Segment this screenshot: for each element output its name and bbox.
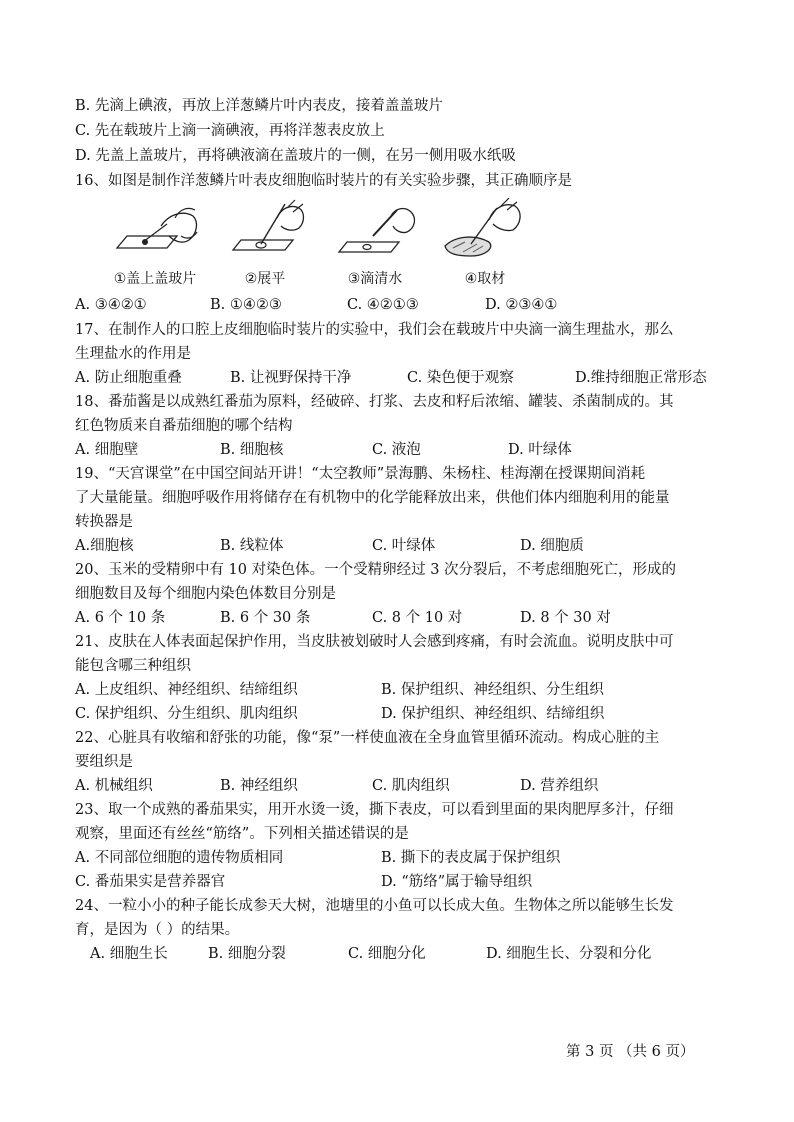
q22-option-b: B. 神经组织 bbox=[220, 778, 298, 794]
q17-option-d: D.维持细胞正常形态 bbox=[575, 370, 707, 386]
q23-stem-2: 观察，里面还有丝丝“筋络”。下列相关描述错误的是 bbox=[75, 826, 409, 842]
step-drop-water-illustration bbox=[320, 196, 430, 288]
q18-stem-2: 红色物质来自番茄细胞的哪个结构 bbox=[75, 418, 293, 434]
q23-option-c: C. 番茄果实是营养器官 bbox=[75, 874, 226, 890]
q20-option-c: C. 8 个 10 对 bbox=[372, 610, 463, 626]
q23-option-a: A. 不同部位细胞的遗传物质相同 bbox=[75, 850, 284, 866]
q18-option-d: D. 叶绿体 bbox=[508, 442, 572, 458]
spread-drawing bbox=[215, 196, 315, 264]
q24-option-b: B. 细胞分裂 bbox=[208, 946, 286, 962]
step-take-material-illustration bbox=[430, 196, 540, 288]
q19-stem-2: 了大量能量。细胞呼吸作用将储存在有机物中的化学能释放出来，供他们体内细胞利用的能量 bbox=[75, 490, 670, 506]
q21-stem-2: 能包含哪三种组织 bbox=[75, 658, 191, 674]
q15-option-d: D. 先盖上盖玻片，再将碘液滴在盖玻片的一侧，在另一侧用吸水纸吸 bbox=[75, 148, 516, 164]
q17-stem-2: 生理盐水的作用是 bbox=[75, 346, 191, 362]
q23-option-d: D. “筋络”属于输导组织 bbox=[381, 874, 533, 890]
q21-option-c: C. 保护组织、分生组织、肌肉组织 bbox=[75, 706, 298, 722]
q22-option-d: D. 营养组织 bbox=[520, 778, 599, 794]
q16-figure bbox=[100, 196, 520, 288]
page-number-footer: 第 3 页 （共 6 页） bbox=[566, 1044, 695, 1060]
q24-stem-2: 育，是因为（ ）的结果。 bbox=[75, 922, 240, 938]
q19-option-a: A.细胞核 bbox=[75, 538, 134, 554]
q16-option-a: A. ③④②① bbox=[75, 297, 147, 313]
cover-slip-drawing bbox=[105, 196, 205, 264]
caption-step-3: ③滴清水 bbox=[347, 271, 403, 287]
caption-step-4: ④取材 bbox=[464, 271, 506, 287]
q16-option-b: B. ①④②③ bbox=[210, 297, 282, 313]
q17-option-b: B. 让视野保持干净 bbox=[230, 370, 352, 386]
q20-stem-1: 20、玉米的受精卵中有 10 对染色体。一个受精卵经过 3 次分裂后，不考虑细胞死亡，形成的 bbox=[75, 562, 677, 578]
q21-option-d: D. 保护组织、神经组织、结缔组织 bbox=[381, 706, 605, 722]
q23-option-b: B. 撕下的表皮属于保护组织 bbox=[381, 850, 561, 866]
q21-option-a: A. 上皮组织、神经组织、结缔组织 bbox=[75, 682, 298, 698]
caption-step-1: ①盖上盖玻片 bbox=[113, 271, 197, 287]
q24-option-c: C. 细胞分化 bbox=[348, 946, 426, 962]
q19-option-d: D. 细胞质 bbox=[520, 538, 584, 554]
q22-stem-1: 22、心脏具有收缩和舒张的功能，像“泵”一样使血液在全身血管里循环流动。构成心脏的主 bbox=[75, 730, 660, 746]
q24-option-d: D. 细胞生长、分裂和分化 bbox=[486, 946, 652, 962]
take-material-drawing bbox=[435, 196, 535, 264]
q16-option-d: D. ②③④① bbox=[485, 297, 558, 313]
q22-option-a: A. 机械组织 bbox=[75, 778, 153, 794]
q21-option-b: B. 保护组织、神经组织、分生组织 bbox=[381, 682, 604, 698]
q18-option-c: C. 液泡 bbox=[372, 442, 421, 458]
q15-option-b: B. 先滴上碘液，再放上洋葱鳞片叶内表皮，接着盖盖玻片 bbox=[75, 98, 443, 114]
q16-option-c: C. ④②①③ bbox=[347, 297, 419, 313]
q17-stem-1: 17、在制作人的口腔上皮细胞临时装片的实验中，我们会在载玻片中央滴一滴生理盐水，那么 bbox=[75, 322, 674, 338]
q16-stem: 16、如图是制作洋葱鳞片叶表皮细胞临时装片的有关实验步骤，其正确顺序是 bbox=[75, 173, 572, 189]
q19-option-c: C. 叶绿体 bbox=[372, 538, 436, 554]
q23-stem-1: 23、取一个成熟的番茄果实，用开水烫一烫，撕下表皮，可以看到里面的果肉肥厚多汁，仔细 bbox=[75, 802, 674, 818]
q20-stem-2: 细胞数目及每个细胞内染色体数目分别是 bbox=[75, 586, 336, 602]
q19-stem-3: 转换器是 bbox=[75, 514, 133, 530]
drop-water-drawing bbox=[325, 196, 425, 264]
q18-option-b: B. 细胞核 bbox=[220, 442, 284, 458]
q22-stem-2: 要组织是 bbox=[75, 754, 133, 770]
q24-stem-1: 24、一粒小小的种子能长成参天大树，池塘里的小鱼可以长成大鱼。生物体之所以能够生长发 bbox=[75, 898, 674, 914]
step-cover-slip-illustration bbox=[100, 196, 210, 288]
q18-stem-1: 18、番茄酱是以成熟红番茄为原料，经破碎、打浆、去皮和籽后浓缩、罐装、杀菌制成的。其 bbox=[75, 394, 674, 410]
q19-stem-1: 19、“天宫课堂”在中国空间站开讲！“太空教师”景海鹏、朱杨柱、桂海潮在授课期间消耗 bbox=[75, 466, 646, 482]
q19-option-b: B. 线粒体 bbox=[220, 538, 284, 554]
q20-option-d: D. 8 个 30 对 bbox=[520, 610, 611, 626]
q18-option-a: A. 细胞壁 bbox=[75, 442, 139, 458]
q20-option-a: A. 6 个 10 条 bbox=[75, 610, 166, 626]
q22-option-c: C. 肌肉组织 bbox=[372, 778, 450, 794]
q17-option-a: A. 防止细胞重叠 bbox=[75, 370, 182, 386]
q24-option-a: A. 细胞生长 bbox=[90, 946, 168, 962]
q21-stem-1: 21、皮肤在人体表面起保护作用，当皮肤被划破时人会感到疼痛，有时会流血。说明皮肤中可 bbox=[75, 634, 674, 650]
q20-option-b: B. 6 个 30 条 bbox=[220, 610, 311, 626]
caption-step-2: ②展平 bbox=[244, 271, 286, 287]
step-spread-illustration bbox=[210, 196, 320, 288]
q15-option-c: C. 先在载玻片上滴一滴碘液，再将洋葱表皮放上 bbox=[75, 123, 385, 139]
q17-option-c: C. 染色便于观察 bbox=[407, 370, 514, 386]
